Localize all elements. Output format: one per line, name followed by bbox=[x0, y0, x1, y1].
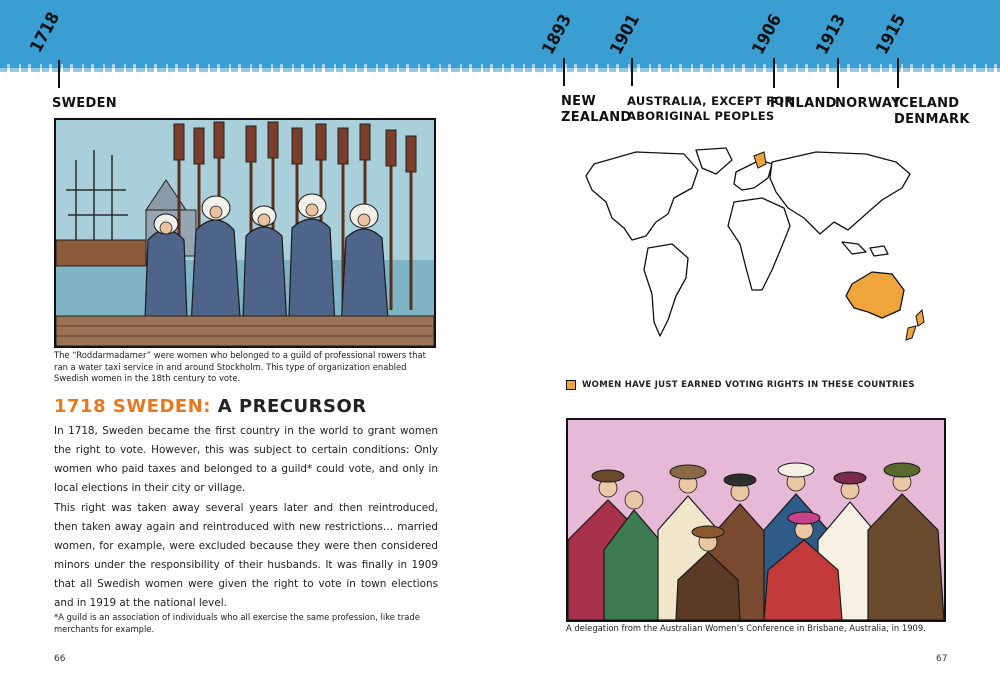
top-blue-band bbox=[0, 0, 1000, 68]
timeline-country-iceland-denmark: ICELAND DENMARK bbox=[894, 96, 970, 127]
paragraph-2: This right was taken away several years later and then reintroduced, then taken away again and reintroduced with new restrictions… married women, for example, were excluded because they were then considered minors under the responsibility of their husbands. It was finally in 1909 that all Swedish women were given the right to vote in town elections and in 1919 at the national level. bbox=[54, 502, 438, 609]
page-number-left: 66 bbox=[54, 654, 66, 664]
timeline-country-finland: FINLAND bbox=[770, 96, 837, 111]
rowers-caption: The “Roddarmadamer” were women who belonged to a guild of professional rowers that ran a water taxi service in and around Stockholm. This type of organization enabled Swedish women in the 18th century to vote. bbox=[54, 350, 426, 383]
section-heading bbox=[54, 396, 367, 417]
timeline-country-australia: AUSTRALIA, EXCEPT FOR ABORIGINAL PEOPLES bbox=[627, 94, 794, 123]
timeline-tick-1913 bbox=[837, 58, 839, 88]
timeline-tick-1915 bbox=[897, 58, 899, 88]
timeline-year-1893: 1893 bbox=[538, 11, 576, 58]
timeline-year-1915: 1915 bbox=[872, 11, 910, 58]
timeline-tick-1906 bbox=[773, 58, 775, 88]
map-legend bbox=[566, 380, 915, 390]
delegation-illustration bbox=[566, 418, 946, 622]
timeline-tick-1901 bbox=[631, 58, 633, 86]
rowers-illustration bbox=[54, 118, 436, 348]
paragraph-1: In 1718, Sweden became the first country in the world to grant women the right to vote. However, this was subject to certain conditions: Only women who paid taxes and belonged to a guild* could vote, and only in local elections in their city or village. bbox=[54, 425, 438, 494]
legend-text: WOMEN HAVE JUST EARNED VOTING RIGHTS IN THESE COUNTRIES bbox=[582, 380, 915, 390]
heading-year-country: 1718 SWEDEN: bbox=[54, 396, 211, 417]
timeline-country-sweden: SWEDEN bbox=[52, 96, 117, 111]
world-map bbox=[576, 144, 946, 350]
rowers-illustration-art bbox=[56, 120, 434, 346]
legend-swatch-orange bbox=[566, 380, 576, 390]
footnote: *A guild is an association of individuals who all exercise the same profession, like trade merchants for example. bbox=[54, 612, 420, 634]
timeline-tick-1718 bbox=[58, 60, 60, 88]
timeline-year-1718: 1718 bbox=[26, 9, 64, 56]
page-number-right: 67 bbox=[936, 654, 948, 664]
timeline-year-1906: 1906 bbox=[748, 11, 786, 58]
delegation-illustration-art bbox=[568, 420, 944, 620]
timeline-country-norway: NORWAY bbox=[835, 96, 901, 111]
timeline-year-1913: 1913 bbox=[812, 11, 850, 58]
delegation-caption: A delegation from the Australian Women’s Conference in Brisbane, Australia, in 1909. bbox=[566, 623, 926, 633]
world-map-art bbox=[576, 144, 946, 350]
heading-title: A PRECURSOR bbox=[217, 396, 367, 417]
timeline-tick-1893 bbox=[563, 58, 565, 86]
timeline-year-1901: 1901 bbox=[606, 11, 644, 58]
timeline-country-new-zealand: NEW ZEALAND bbox=[561, 94, 632, 125]
